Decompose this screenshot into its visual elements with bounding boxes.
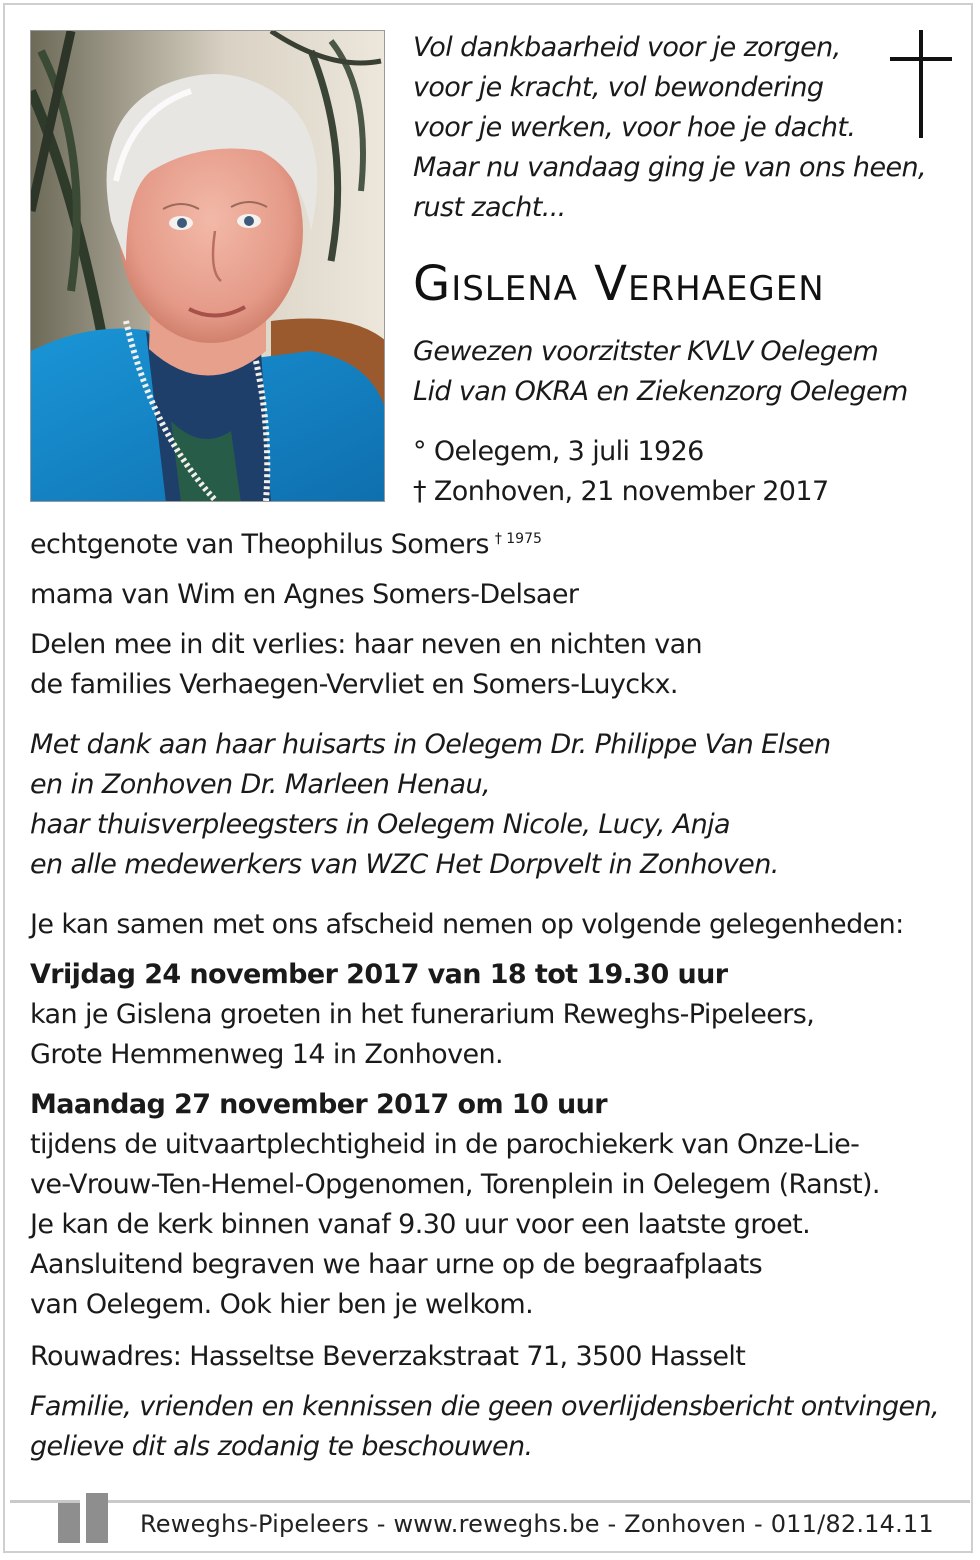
notice-block [30, 1387, 960, 1467]
relatives-block [30, 625, 960, 705]
funeral-line: van Oelegem. Ook hier ben je welkom. [30, 1289, 534, 1320]
spouse-text: echtgenote van Theophilus Somers [30, 529, 489, 560]
birth-date: ° Oelegem, 3 juli 1926 [413, 436, 704, 467]
footer-contact: Reweghs-Pipeleers - www.reweghs.be - Zonhoven - 011/82.14.11 [140, 1510, 934, 1538]
funeral-line: tijdens de uitvaartplechtigheid in de parochiekerk van Onze-Lie- [30, 1129, 860, 1160]
deceased-name: Gislena Verhaegen [413, 256, 825, 312]
visitation-line: kan je Gislena groeten in het funerarium Reweghs-Pipeleers, [30, 999, 815, 1030]
death-date: † Zonhoven, 21 november 2017 [413, 476, 829, 507]
poem-line: Vol dankbaarheid voor je zorgen, [413, 32, 841, 63]
funeral-line: Je kan de kerk binnen vanaf 9.30 uur voor een laatste groet. [30, 1209, 811, 1240]
deceased-roles [413, 332, 908, 412]
role-line: Gewezen voorzitster KVLV Oelegem [413, 336, 879, 367]
funeral-title: Maandag 27 november 2017 om 10 uur [30, 1089, 607, 1120]
poem [413, 28, 953, 228]
cross-icon [890, 30, 952, 138]
spouse-death-year: † 1975 [494, 531, 542, 547]
thanks-line: en in Zonhoven Dr. Marleen Henau, [30, 769, 490, 800]
relatives-line: Delen mee in dit verlies: haar neven en nichten van [30, 629, 703, 660]
funeral-home-logo-icon [58, 1493, 112, 1543]
funeral-line: Aansluitend begraven we haar urne op de begraafplaats [30, 1249, 763, 1280]
poem-line: Maar nu vandaag ging je van ons heen, [413, 152, 926, 183]
visitation-title: Vrijdag 24 november 2017 van 18 tot 19.30 uur [30, 959, 728, 990]
thanks-line: en alle medewerkers van WZC Het Dorpvelt in Zonhoven. [30, 849, 779, 880]
role-line: Lid van OKRA en Ziekenzorg Oelegem [413, 376, 908, 407]
portrait-photo [30, 30, 385, 502]
relatives-line: de families Verhaegen-Vervliet en Somers-Luyckx. [30, 669, 678, 700]
notice-line: gelieve dit als zodanig te beschouwen. [30, 1431, 533, 1462]
mourning-address: Rouwadres: Hasseltse Beverzakstraat 71, 3500 Hasselt [30, 1341, 746, 1372]
visitation-block [30, 955, 960, 1075]
spouse-line [30, 525, 960, 565]
footer-rule [10, 1500, 970, 1503]
visitation-line: Grote Hemmenweg 14 in Zonhoven. [30, 1039, 503, 1070]
funeral-block [30, 1085, 960, 1325]
life-dates [413, 432, 829, 512]
announcement-body [30, 525, 960, 1467]
poem-line: voor je werken, voor hoe je dacht. [413, 112, 856, 143]
children-line: mama van Wim en Agnes Somers-Delsaer [30, 579, 579, 610]
thanks-block [30, 725, 960, 885]
thanks-line: haar thuisverpleegsters in Oelegem Nicole, Lucy, Anja [30, 809, 730, 840]
poem-line: voor je kracht, vol bewondering [413, 72, 824, 103]
funeral-line: ve-Vrouw-Ten-Hemel-Opgenomen, Torenplein in Oelegem (Ranst). [30, 1169, 880, 1200]
thanks-line: Met dank aan haar huisarts in Oelegem Dr. Philippe Van Elsen [30, 729, 831, 760]
poem-line: rust zacht... [413, 192, 566, 223]
farewell-intro: Je kan samen met ons afscheid nemen op volgende gelegenheden: [30, 909, 904, 940]
notice-line: Familie, vrienden en kennissen die geen overlijdensbericht ontvingen, [30, 1391, 939, 1422]
